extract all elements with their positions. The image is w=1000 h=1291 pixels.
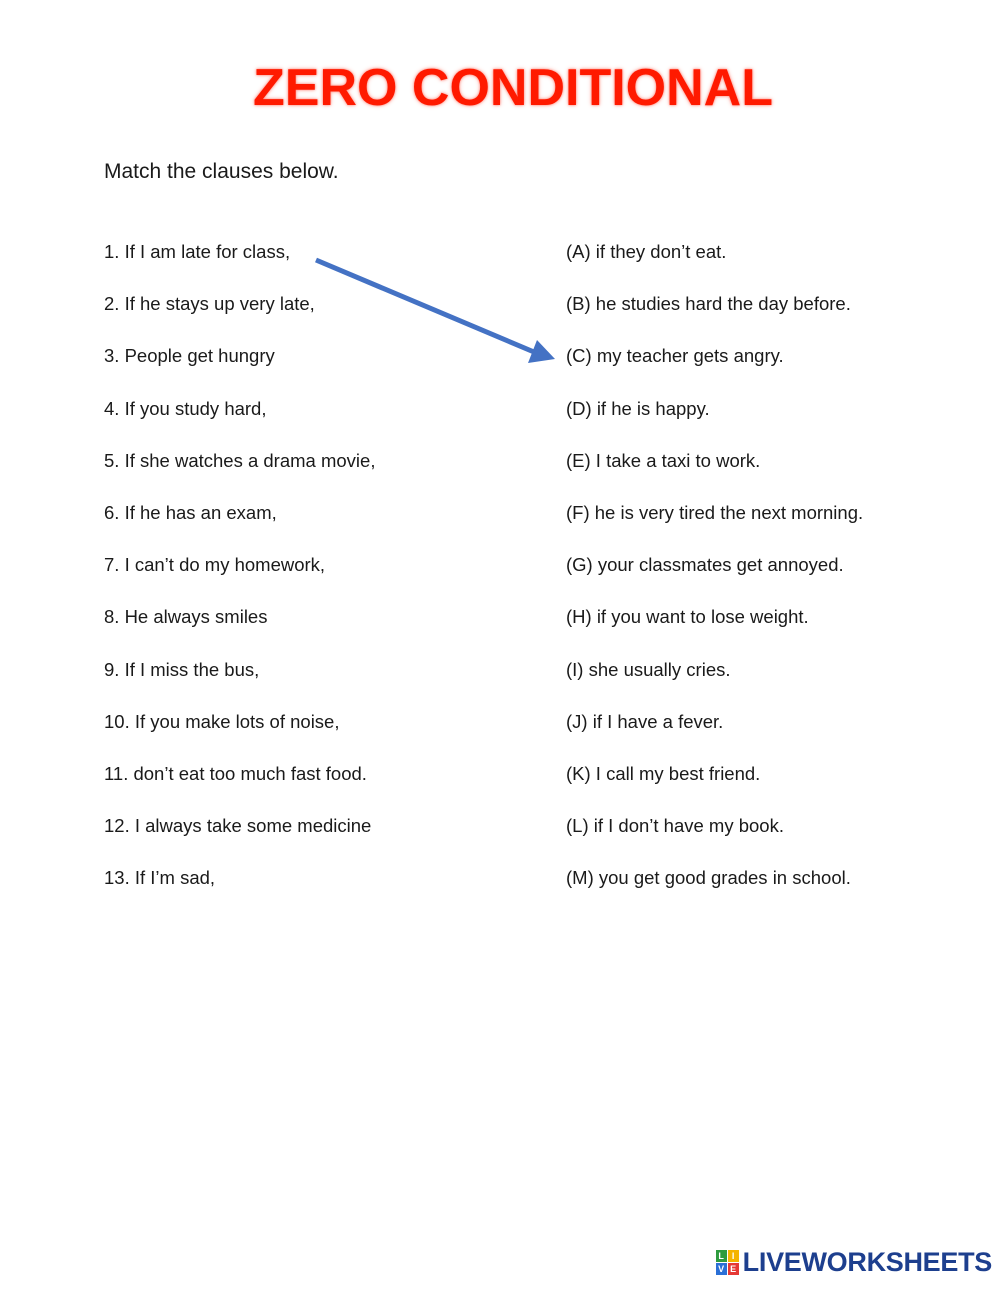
right-clause-a[interactable]: (A) if they don’t eat. [566,241,727,262]
left-clauses-list [104,240,524,918]
right-clause-g[interactable]: (G) your classmates get annoyed. [566,554,844,576]
left-clause-6[interactable]: 6. If he has an exam, [104,501,277,523]
logo-mark-icon [716,1250,739,1275]
right-clause-c[interactable]: (C) my teacher gets angry. [566,345,784,367]
left-clause-10[interactable]: 10. If you make lots of noise, [104,710,340,732]
logo-mark-v: V [716,1263,727,1275]
left-clause-1[interactable]: 1. If I am late for class, [104,241,291,262]
right-clause-h[interactable]: (H) if you want to lose weight. [566,606,809,628]
worksheet-title: ZERO CONDITIONAL [253,59,773,117]
logo-mark-e: E [728,1263,739,1275]
right-clause-k[interactable]: (K) I call my best friend. [566,762,761,784]
left-clause-12[interactable]: 12. I always take some medicine [104,815,372,837]
left-clause-2[interactable]: 2. If he stays up very late, [104,293,315,315]
right-clause-l[interactable]: (L) if I don’t have my book. [566,815,784,837]
left-clause-9[interactable]: 9. If I miss the bus, [104,658,260,680]
liveworksheets-logo [716,1247,992,1277]
left-clause-7[interactable]: 7. I can’t do my homework, [104,554,326,576]
left-clause-8[interactable]: 8. He always smiles [104,606,268,628]
logo-mark-i: I [728,1250,739,1262]
left-clause-5[interactable]: 5. If she watches a drama movie, [104,449,376,471]
right-clause-b[interactable]: (B) he studies hard the day before. [566,293,851,315]
right-clause-d[interactable]: (D) if he is happy. [566,397,710,419]
arrow-head-icon [528,340,555,363]
right-clause-f[interactable]: (F) he is very tired the next morning. [566,501,864,523]
left-clause-3[interactable]: 3. People get hungry [104,345,275,367]
right-clause-e[interactable]: (E) I take a taxi to work. [566,449,761,471]
left-clause-11[interactable]: 11. don’t eat too much fast food. [104,762,367,784]
left-clause-4[interactable]: 4. If you study hard, [104,397,267,419]
logo-mark-l: L [716,1250,727,1262]
logo-text: LIVEWORKSHEETS [742,1246,992,1277]
right-clauses-list [566,240,986,918]
left-clause-13[interactable]: 13. If I’m sad, [104,867,216,889]
right-clause-m[interactable]: (M) you get good grades in school. [566,867,851,889]
instruction-text: Match the clauses below. [104,160,339,183]
right-clause-i[interactable]: (I) she usually cries. [566,658,731,680]
right-clause-j[interactable]: (J) if I have a fever. [566,710,724,732]
